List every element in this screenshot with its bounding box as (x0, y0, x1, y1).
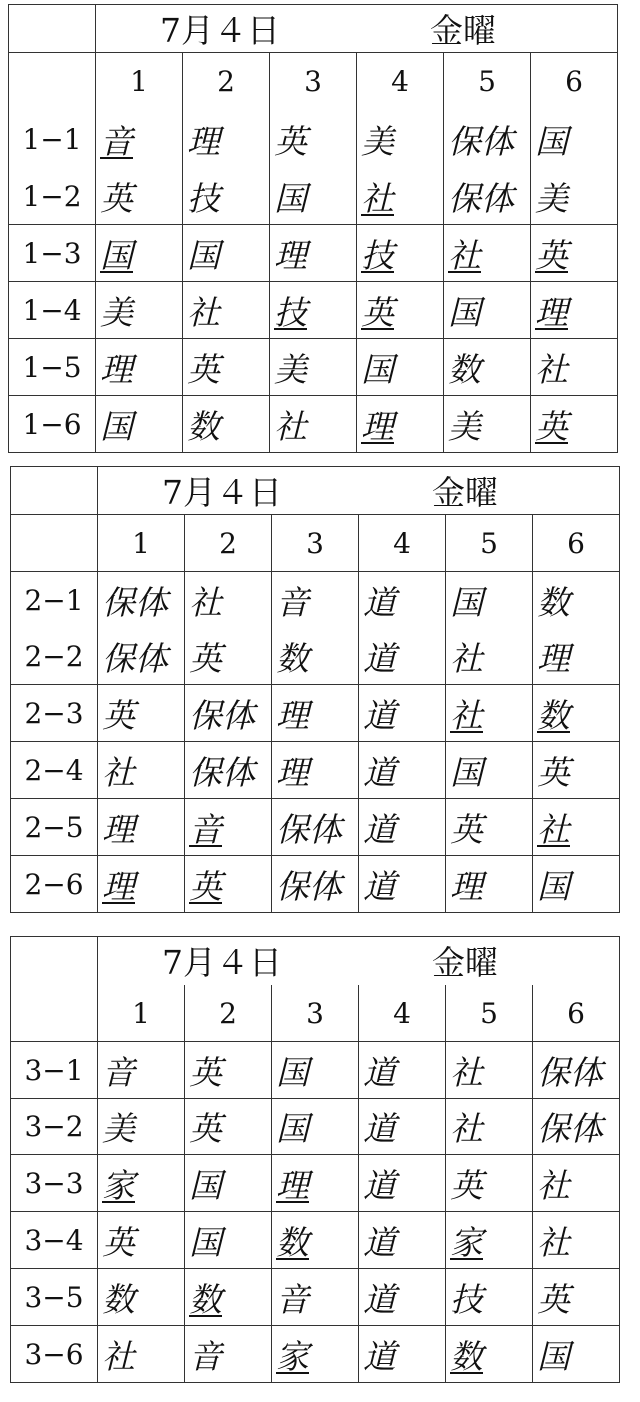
subject-cell: 数 (533, 685, 620, 742)
subject-cell: 技 (446, 1269, 533, 1326)
subject-cell: 社 (533, 799, 620, 856)
period-header: 1 (96, 53, 183, 111)
subject-cell: 保体 (444, 169, 531, 225)
class-label: 3−5 (11, 1269, 98, 1326)
subject-cell: 社 (185, 572, 272, 629)
subject-cell: 音 (96, 111, 183, 169)
subject-cell: 英 (185, 856, 272, 913)
table-row (11, 856, 620, 913)
class-label: 2−5 (11, 799, 98, 856)
corner-cell (9, 53, 96, 111)
timetable-grade-1 (8, 4, 618, 453)
subject-cell: 音 (272, 1269, 359, 1326)
subject-cell: 道 (359, 799, 446, 856)
subject-cell: 道 (359, 685, 446, 742)
date-header (98, 937, 620, 985)
subject-cell: 理 (272, 685, 359, 742)
subject-cell: 美 (98, 1099, 185, 1155)
subject-cell: 理 (357, 396, 444, 453)
subject-cell: 技 (183, 169, 270, 225)
subject-cell: 美 (357, 111, 444, 169)
subject-cell: 理 (98, 799, 185, 856)
subject-cell: 理 (531, 282, 618, 339)
table-row (9, 169, 618, 225)
subject-cell: 理 (96, 339, 183, 396)
timetable-grade-3 (10, 936, 620, 1383)
subject-cell: 英 (531, 225, 618, 282)
subject-cell: 道 (359, 1212, 446, 1269)
subject-cell: 社 (98, 742, 185, 799)
table-row (11, 1099, 620, 1155)
subject-cell: 理 (272, 1155, 359, 1212)
subject-cell: 英 (531, 396, 618, 453)
subject-cell: 保体 (444, 111, 531, 169)
subject-cell: 理 (272, 742, 359, 799)
subject-cell: 社 (446, 1099, 533, 1155)
class-label: 2−2 (11, 629, 98, 685)
subject-cell: 英 (185, 629, 272, 685)
table-row (11, 799, 620, 856)
subject-cell: 国 (272, 1099, 359, 1155)
subject-cell: 数 (183, 396, 270, 453)
weekday-label: 金曜 (432, 943, 498, 982)
subject-cell: 数 (185, 1269, 272, 1326)
table-row (9, 396, 618, 453)
table-row (11, 1269, 620, 1326)
subject-cell: 社 (446, 1042, 533, 1099)
subject-cell: 理 (183, 111, 270, 169)
period-header: 4 (359, 515, 446, 572)
subject-cell: 社 (98, 1326, 185, 1383)
subject-cell: 国 (533, 1326, 620, 1383)
subject-cell: 国 (272, 1042, 359, 1099)
table-row (11, 685, 620, 742)
table-row (11, 572, 620, 629)
date-label: 7月４日 (162, 943, 282, 982)
subject-cell: 社 (444, 225, 531, 282)
period-header: 1 (98, 985, 185, 1042)
class-label: 2−3 (11, 685, 98, 742)
table-row (9, 339, 618, 396)
class-label: 3−1 (11, 1042, 98, 1099)
subject-cell: 家 (272, 1326, 359, 1383)
subject-cell: 国 (96, 225, 183, 282)
subject-cell: 理 (98, 856, 185, 913)
period-header: 4 (359, 985, 446, 1042)
subject-cell: 国 (446, 742, 533, 799)
corner-cell (11, 985, 98, 1042)
subject-cell: 国 (357, 339, 444, 396)
subject-cell: 数 (444, 339, 531, 396)
subject-cell: 道 (359, 1155, 446, 1212)
subject-cell: 英 (185, 1042, 272, 1099)
class-label: 1−6 (9, 396, 96, 453)
subject-cell: 道 (359, 572, 446, 629)
period-header: 2 (185, 515, 272, 572)
subject-cell: 英 (270, 111, 357, 169)
subject-cell: 道 (359, 856, 446, 913)
corner-cell (11, 515, 98, 572)
date-label: 7月４日 (160, 11, 280, 50)
subject-cell: 数 (98, 1269, 185, 1326)
period-header: 3 (272, 985, 359, 1042)
subject-cell: 数 (533, 572, 620, 629)
table-row (11, 1155, 620, 1212)
subject-cell: 道 (359, 629, 446, 685)
subject-cell: 道 (359, 1099, 446, 1155)
table-row (9, 225, 618, 282)
class-label: 1−3 (9, 225, 96, 282)
subject-cell: 美 (531, 169, 618, 225)
subject-cell: 保体 (98, 572, 185, 629)
period-header: 2 (183, 53, 270, 111)
corner-cell (9, 5, 96, 53)
subject-cell: 社 (446, 629, 533, 685)
subject-cell: 家 (98, 1155, 185, 1212)
class-label: 3−6 (11, 1326, 98, 1383)
subject-cell: 社 (531, 339, 618, 396)
table-row (11, 629, 620, 685)
subject-cell: 社 (533, 1212, 620, 1269)
class-label: 1−2 (9, 169, 96, 225)
corner-cell (11, 467, 98, 515)
table-row (9, 282, 618, 339)
subject-cell: 社 (533, 1155, 620, 1212)
class-label: 2−4 (11, 742, 98, 799)
subject-cell: 国 (446, 572, 533, 629)
subject-cell: 音 (185, 799, 272, 856)
subject-cell: 保体 (533, 1099, 620, 1155)
subject-cell: 数 (446, 1326, 533, 1383)
period-header: 3 (270, 53, 357, 111)
period-header: 3 (272, 515, 359, 572)
subject-cell: 技 (270, 282, 357, 339)
class-label: 2−1 (11, 572, 98, 629)
subject-cell: 英 (446, 799, 533, 856)
subject-cell: 音 (272, 572, 359, 629)
subject-cell: 英 (183, 339, 270, 396)
period-header: 6 (531, 53, 618, 111)
period-header: 4 (357, 53, 444, 111)
date-header (96, 5, 618, 53)
subject-cell: 道 (359, 1042, 446, 1099)
period-header: 5 (446, 985, 533, 1042)
date-header (98, 467, 620, 515)
subject-cell: 国 (533, 856, 620, 913)
subject-cell: 家 (446, 1212, 533, 1269)
date-label: 7月４日 (162, 473, 282, 512)
subject-cell: 理 (533, 629, 620, 685)
class-label: 3−2 (11, 1099, 98, 1155)
subject-cell: 国 (531, 111, 618, 169)
subject-cell: 社 (357, 169, 444, 225)
subject-cell: 英 (98, 1212, 185, 1269)
subject-cell: 理 (270, 225, 357, 282)
subject-cell: 英 (533, 742, 620, 799)
period-header: 5 (444, 53, 531, 111)
subject-cell: 社 (183, 282, 270, 339)
subject-cell: 道 (359, 1326, 446, 1383)
subject-cell: 英 (98, 685, 185, 742)
subject-cell: 英 (446, 1155, 533, 1212)
subject-cell: 数 (272, 1212, 359, 1269)
subject-cell: 英 (357, 282, 444, 339)
subject-cell: 国 (96, 396, 183, 453)
subject-cell: 保体 (533, 1042, 620, 1099)
class-label: 2−6 (11, 856, 98, 913)
weekday-label: 金曜 (432, 473, 498, 512)
subject-cell: 道 (359, 742, 446, 799)
subject-cell: 数 (272, 629, 359, 685)
period-header: 6 (533, 985, 620, 1042)
subject-cell: 道 (359, 1269, 446, 1326)
subject-cell: 技 (357, 225, 444, 282)
subject-cell: 社 (270, 396, 357, 453)
subject-cell: 保体 (98, 629, 185, 685)
subject-cell: 国 (183, 225, 270, 282)
subject-cell: 保体 (185, 742, 272, 799)
class-label: 3−4 (11, 1212, 98, 1269)
period-header: 6 (533, 515, 620, 572)
class-label: 1−1 (9, 111, 96, 169)
subject-cell: 音 (98, 1042, 185, 1099)
corner-cell (11, 937, 98, 985)
period-header: 2 (185, 985, 272, 1042)
subject-cell: 英 (533, 1269, 620, 1326)
subject-cell: 保体 (272, 799, 359, 856)
subject-cell: 国 (185, 1212, 272, 1269)
weekday-label: 金曜 (430, 11, 496, 50)
table-row (11, 1042, 620, 1099)
table-row (11, 1326, 620, 1383)
class-label: 1−4 (9, 282, 96, 339)
subject-cell: 保体 (272, 856, 359, 913)
period-header: 5 (446, 515, 533, 572)
subject-cell: 美 (270, 339, 357, 396)
subject-cell: 音 (185, 1326, 272, 1383)
subject-cell: 社 (446, 685, 533, 742)
subject-cell: 英 (185, 1099, 272, 1155)
table-row (11, 742, 620, 799)
subject-cell: 美 (96, 282, 183, 339)
timetable-grade-2 (10, 466, 620, 913)
subject-cell: 国 (444, 282, 531, 339)
subject-cell: 保体 (185, 685, 272, 742)
subject-cell: 美 (444, 396, 531, 453)
subject-cell: 国 (185, 1155, 272, 1212)
class-label: 3−3 (11, 1155, 98, 1212)
subject-cell: 国 (270, 169, 357, 225)
table-row (11, 1212, 620, 1269)
subject-cell: 英 (96, 169, 183, 225)
period-header: 1 (98, 515, 185, 572)
class-label: 1−5 (9, 339, 96, 396)
table-row (9, 111, 618, 169)
subject-cell: 理 (446, 856, 533, 913)
